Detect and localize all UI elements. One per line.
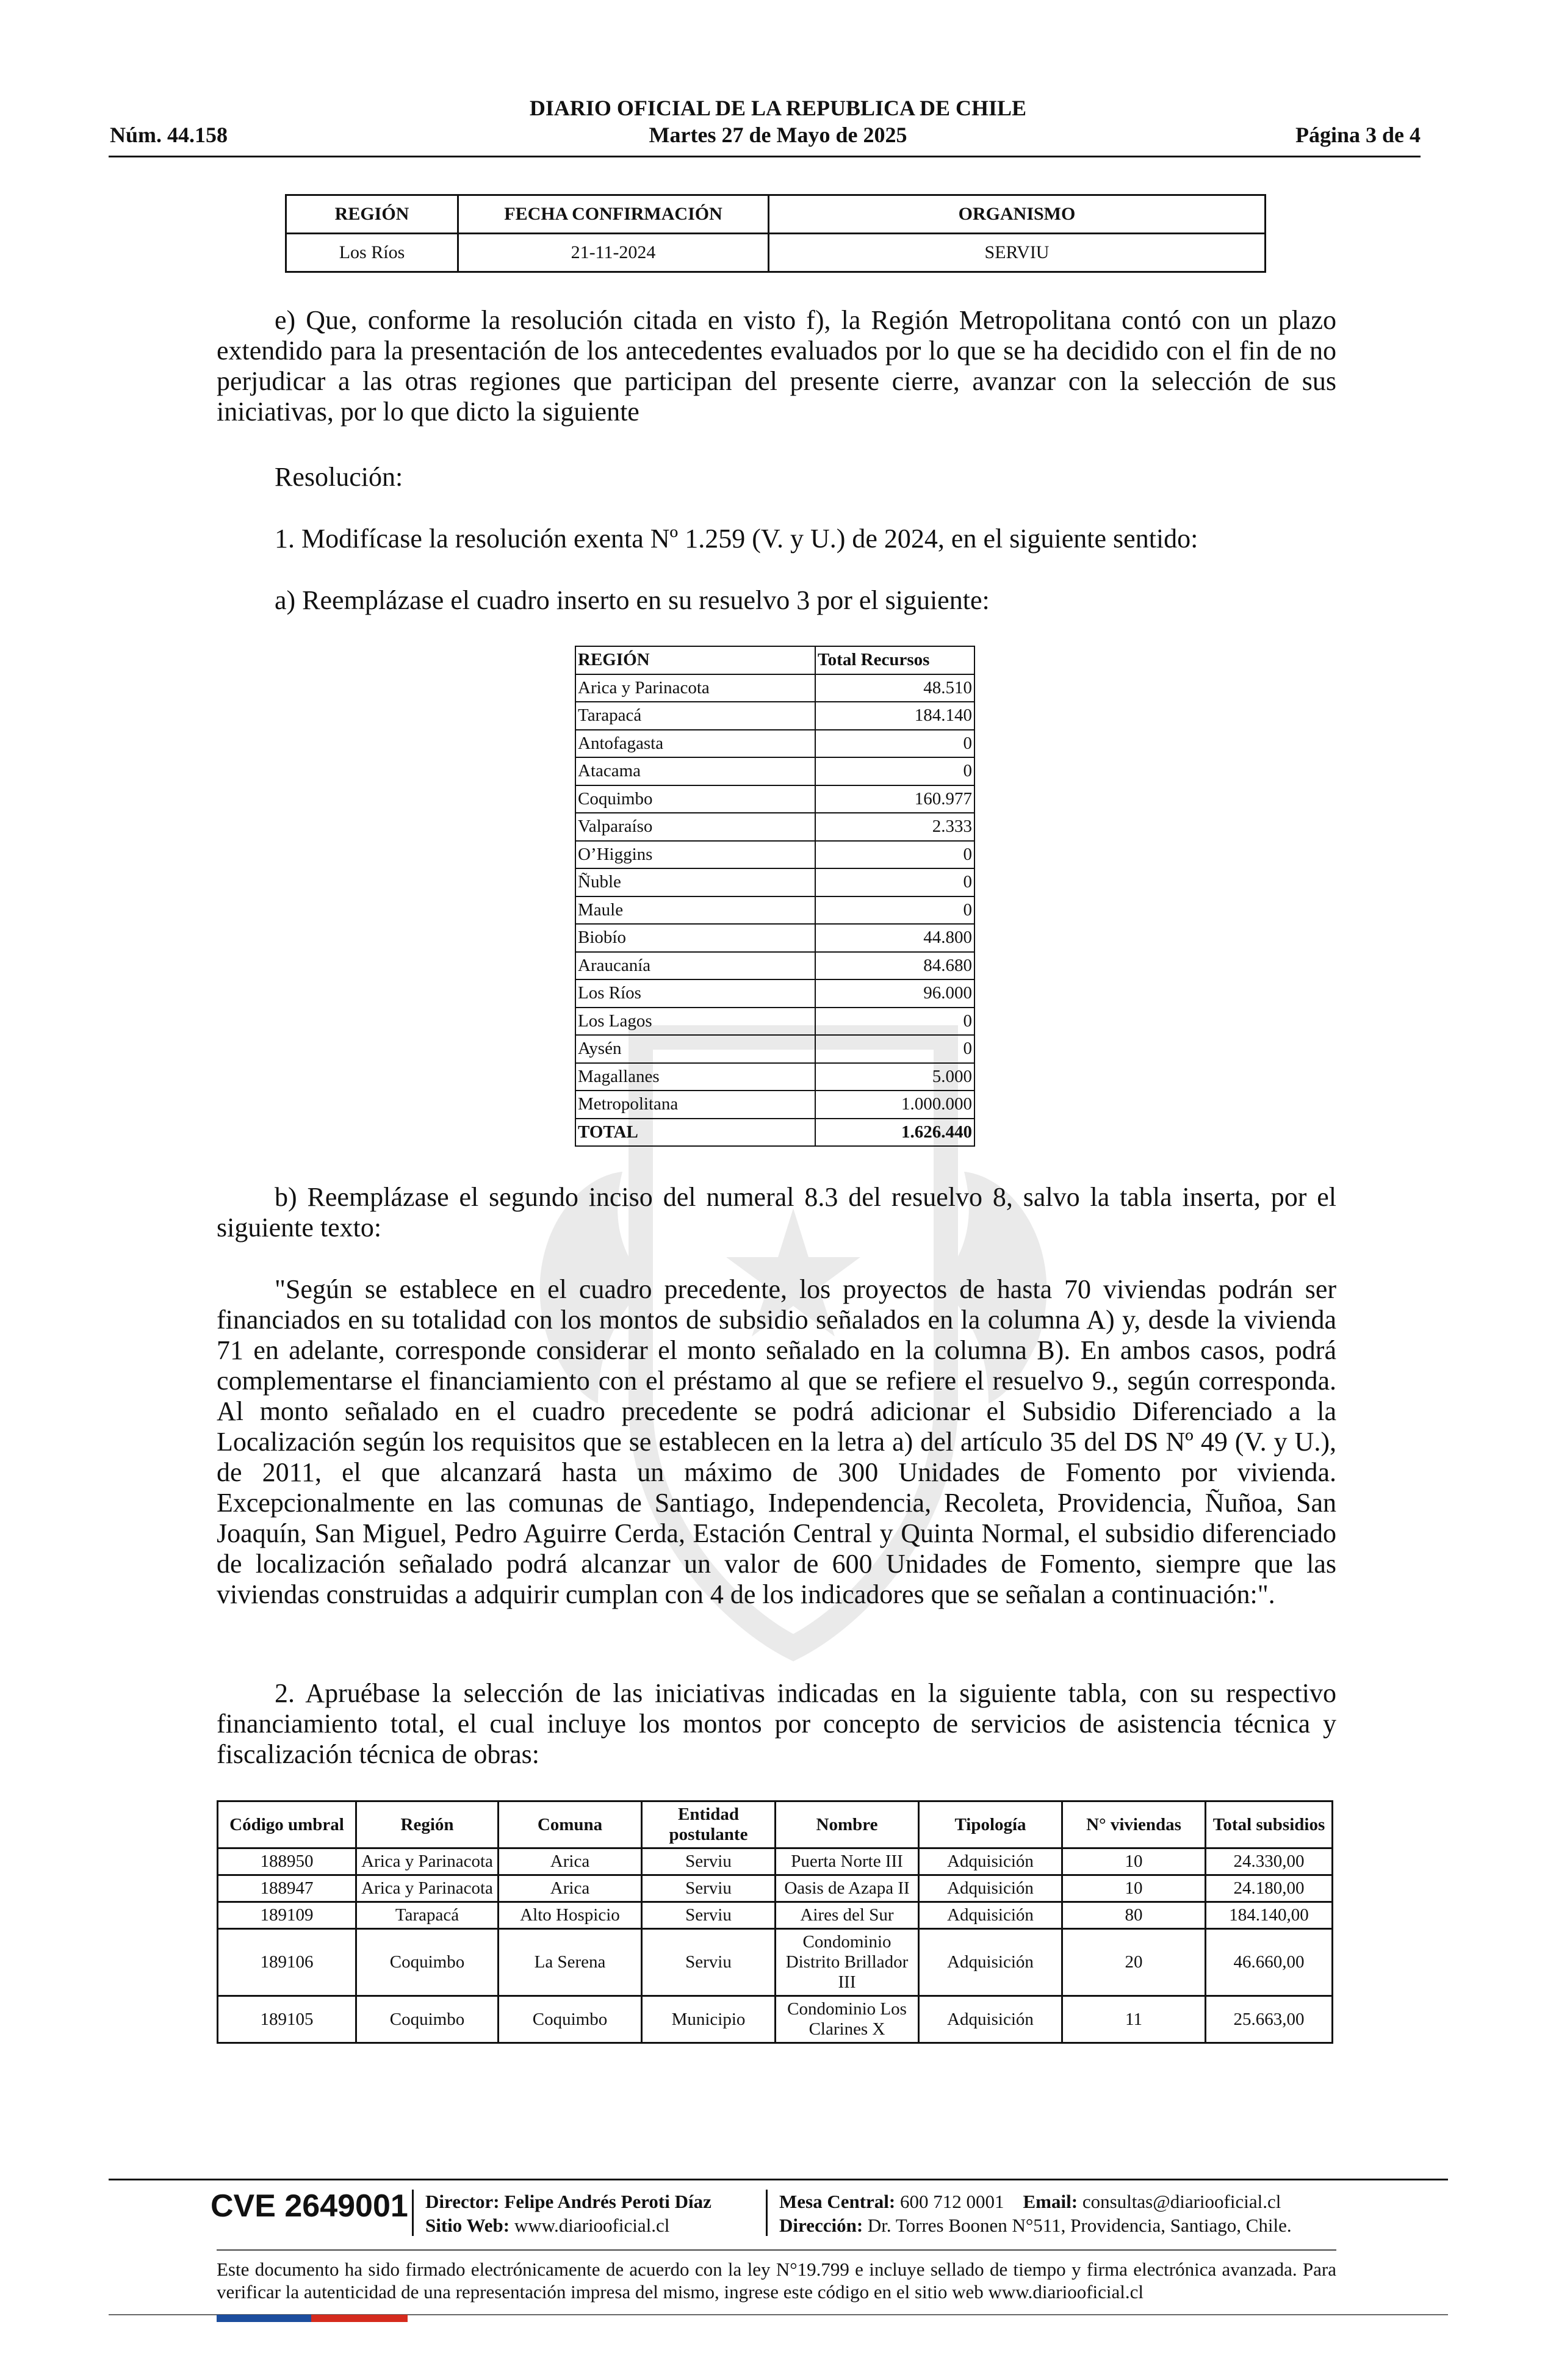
email-label: Email: <box>1023 2191 1078 2212</box>
footer-separator <box>766 2190 768 2236</box>
value-cell: 0 <box>815 1035 974 1063</box>
region-cell: Arica y Parinacota <box>575 674 815 702</box>
table-cell: Adquisición <box>919 1875 1062 1902</box>
value-cell: 160.977 <box>815 785 974 813</box>
table-header-row <box>575 646 974 674</box>
mesa-label: Mesa Central: <box>779 2191 896 2212</box>
total-value: 1.626.440 <box>815 1119 974 1147</box>
item-a <box>217 585 1336 616</box>
paragraph-text: e) Que, conforme la resolución citada en visto f), la Región Metropolitana contó con un plazo extendido para la presentación de los antecedentes evaluados por lo que se ha decidido con el fin de no perjudicar a las otras regiones que participan del presente cierre, avanzar con la selección de sus iniciativas, por lo que dicto la siguiente <box>217 305 1336 427</box>
issue-number: Núm. 44.158 <box>110 123 228 147</box>
table-cell: Arica y Parinacota <box>356 1848 499 1875</box>
region-cell: Valparaíso <box>575 813 815 841</box>
table-cell: 188947 <box>218 1875 356 1902</box>
item-b <box>217 1182 1336 1243</box>
table-cell: 189106 <box>218 1929 356 1996</box>
direccion-label: Dirección: <box>779 2215 863 2236</box>
table-cell: SERVIU <box>769 234 1266 272</box>
web-link[interactable]: www.diariooficial.cl <box>514 2215 670 2236</box>
table-cell: Serviu <box>642 1848 776 1875</box>
quoted-text <box>217 1274 1336 1610</box>
value-cell: 184.140 <box>815 702 974 730</box>
newspaper-title: DIARIO OFICIAL DE LA REPUBLICA DE CHILE <box>529 96 1027 120</box>
table-header-row <box>218 1801 1333 1848</box>
table-cell: Coquimbo <box>356 1929 499 1996</box>
value-cell: 5.000 <box>815 1063 974 1091</box>
table-cell: Arica <box>499 1848 642 1875</box>
table-cell: Serviu <box>642 1875 776 1902</box>
table-cell: Condominio Los Clarines X <box>776 1996 919 2043</box>
table-cell: Tarapacá <box>356 1902 499 1929</box>
value-cell: 2.333 <box>815 813 974 841</box>
table-header-cell: Comuna <box>499 1801 642 1848</box>
table-cell: Alto Hospicio <box>499 1902 642 1929</box>
table-row <box>575 730 974 758</box>
table-row <box>575 979 974 1008</box>
value-cell: 44.800 <box>815 924 974 952</box>
signature-note: Este documento ha sido firmado electrónicamente de acuerdo con la ley N°19.799 e incluye sellado de tiempo y firma electrónica avanzada. Para verificar la autenticidad de una representación impresa del mismo, ingrese este código en el sitio web www.diariooficial.cl <box>217 2259 1336 2302</box>
table-cell: Puerta Norte III <box>776 1848 919 1875</box>
table-header-cell: N° viviendas <box>1062 1801 1206 1848</box>
table-header-cell: REGIÓN <box>575 646 815 674</box>
footer-separator <box>412 2190 414 2236</box>
table-header-cell: Región <box>356 1801 499 1848</box>
table-header-cell: FECHA CONFIRMACIÓN <box>458 195 769 234</box>
table-row <box>218 1902 1333 1929</box>
item-2 <box>217 1678 1336 1770</box>
table-cell: 25.663,00 <box>1206 1996 1333 2043</box>
table-cell: Aires del Sur <box>776 1902 919 1929</box>
flag-stripe-red <box>311 2315 408 2322</box>
table-row <box>218 1929 1333 1996</box>
table-cell: Municipio <box>642 1996 776 2043</box>
value-cell: 0 <box>815 868 974 896</box>
total-label: TOTAL <box>575 1119 815 1147</box>
table-header-cell: Total Recursos <box>815 646 974 674</box>
table-cell: Serviu <box>642 1902 776 1929</box>
table-cell: Oasis de Azapa II <box>776 1875 919 1902</box>
table-row <box>575 757 974 785</box>
region-cell: Coquimbo <box>575 785 815 813</box>
region-cell: O’Higgins <box>575 841 815 869</box>
table-header-cell: Tipología <box>919 1801 1062 1848</box>
table-row <box>575 674 974 702</box>
header-divider <box>109 156 1421 157</box>
table-cell: Serviu <box>642 1929 776 1996</box>
table-header-cell: REGIÓN <box>286 195 458 234</box>
initiatives-table <box>217 1800 1333 2044</box>
footer-contact-block <box>779 2190 1292 2237</box>
table-cell: 189109 <box>218 1902 356 1929</box>
table-row <box>575 702 974 730</box>
item-1 <box>217 524 1336 554</box>
table-cell: 189105 <box>218 1996 356 2043</box>
table-cell: La Serena <box>499 1929 642 1996</box>
paragraph-text: b) Reemplázase el segundo inciso del numeral 8.3 del resuelvo 8, salvo la tabla inserta, por el siguiente texto: <box>217 1182 1336 1242</box>
heading-text: Resolución: <box>275 462 403 492</box>
table-row <box>218 1875 1333 1902</box>
table-cell: Coquimbo <box>356 1996 499 2043</box>
table-row <box>575 785 974 813</box>
table-row <box>575 1091 974 1119</box>
page-indicator: Página 3 de 4 <box>1295 123 1421 147</box>
region-cell: Biobío <box>575 924 815 952</box>
table-row <box>218 1996 1333 2043</box>
table-header-row <box>286 195 1266 234</box>
footer-director-block <box>425 2190 711 2237</box>
region-cell: Araucanía <box>575 952 815 980</box>
value-cell: 0 <box>815 757 974 785</box>
value-cell: 1.000.000 <box>815 1091 974 1119</box>
table-cell: Adquisición <box>919 1929 1062 1996</box>
value-cell: 96.000 <box>815 979 974 1008</box>
table-cell: 46.660,00 <box>1206 1929 1333 1996</box>
value-cell: 0 <box>815 1008 974 1036</box>
paragraph-text: "Según se establece en el cuadro precedente, los proyectos de hasta 70 viviendas podrán ser financiados en su totalidad con los montos de subsidio señalados en la columna A) y, desde la vivienda 71 en adelante, corresponde considerar el monto señalado en la columna B). En ambos casos, podrá complementarse el financiamiento con el préstamo al que se refiere el resuelvo 9., según corresponda. Al monto señalado en el cuadro precedente se podrá adicionar el Subsidio Diferenciado a la Localización según los requisitos que se establecen en la letra a) del artículo 35 del DS Nº 49 (V. y U.), de 2011, el que alcanzará hasta un máximo de 300 Unidades de Fomento por vivienda. Excepcionalmente en las comunas de Santiago, Independencia, Recoleta, Providencia, Ñuñoa, San Joaquín, San Miguel, Pedro Aguirre Cerda, Estación Central y Quinta Normal, el subsidio diferenciado de localización señalado podrá alcanzar un valor de 600 Unidades de Fomento, siempre que las viviendas construidas a adquirir cumplan con 4 de los indicadores que se señalan a continuación:". <box>217 1274 1336 1609</box>
value-cell: 0 <box>815 896 974 925</box>
table-row <box>575 1008 974 1036</box>
table-header-cell: ORGANISMO <box>769 195 1266 234</box>
flag-stripe-blue <box>217 2315 311 2322</box>
table-cell: 10 <box>1062 1848 1206 1875</box>
table-cell: Adquisición <box>919 1848 1062 1875</box>
footer-inner-divider <box>217 2249 1336 2251</box>
region-cell: Atacama <box>575 757 815 785</box>
table-cell: 11 <box>1062 1996 1206 2043</box>
value-cell: 0 <box>815 841 974 869</box>
table-cell: Los Ríos <box>286 234 458 272</box>
value-cell: 0 <box>815 730 974 758</box>
mesa-phone: 600 712 0001 <box>900 2191 1004 2212</box>
resources-table <box>575 646 975 1147</box>
table-header-cell: Entidad postulante <box>642 1801 776 1848</box>
table-row <box>575 952 974 980</box>
confirmation-table <box>285 194 1266 273</box>
table-row <box>286 234 1266 272</box>
region-cell: Los Ríos <box>575 979 815 1008</box>
table-cell: 24.330,00 <box>1206 1848 1333 1875</box>
table-cell: 10 <box>1062 1875 1206 1902</box>
table-header-cell: Nombre <box>776 1801 919 1848</box>
table-cell: Condominio Distrito Brillador III <box>776 1929 919 1996</box>
director-name: Felipe Andrés Peroti Díaz <box>504 2191 711 2212</box>
region-cell: Los Lagos <box>575 1008 815 1036</box>
table-row <box>575 1063 974 1091</box>
table-row <box>575 841 974 869</box>
paragraph-text: 1. Modifícase la resolución exenta Nº 1.259 (V. y U.) de 2024, en el siguiente sentido: <box>275 524 1198 554</box>
region-cell: Antofagasta <box>575 730 815 758</box>
table-cell: Adquisición <box>919 1902 1062 1929</box>
region-cell: Aysén <box>575 1035 815 1063</box>
table-row <box>218 1848 1333 1875</box>
value-cell: 84.680 <box>815 952 974 980</box>
paragraph-text: a) Reemplázase el cuadro inserto en su resuelvo 3 por el siguiente: <box>275 585 990 615</box>
region-cell: Tarapacá <box>575 702 815 730</box>
table-cell: 20 <box>1062 1929 1206 1996</box>
table-row <box>575 924 974 952</box>
table-cell: 188950 <box>218 1848 356 1875</box>
footer-divider <box>109 2179 1448 2180</box>
region-cell: Metropolitana <box>575 1091 815 1119</box>
region-cell: Magallanes <box>575 1063 815 1091</box>
paragraph-e <box>217 305 1336 427</box>
table-row <box>575 813 974 841</box>
director-label: Director: <box>425 2191 500 2212</box>
table-cell: 21-11-2024 <box>458 234 769 272</box>
table-cell: Adquisición <box>919 1996 1062 2043</box>
table-header-cell: Código umbral <box>218 1801 356 1848</box>
table-row <box>575 896 974 925</box>
region-cell: Maule <box>575 896 815 925</box>
direccion-text: Dr. Torres Boonen N°511, Providencia, Santiago, Chile. <box>867 2215 1292 2236</box>
table-header-cell: Total subsidios <box>1206 1801 1333 1848</box>
value-cell: 48.510 <box>815 674 974 702</box>
total-row <box>575 1119 974 1147</box>
web-label: Sitio Web: <box>425 2215 510 2236</box>
resolution-heading <box>217 462 1336 492</box>
table-row <box>575 868 974 896</box>
table-cell: 184.140,00 <box>1206 1902 1333 1929</box>
cve-code: CVE 2649001 <box>211 2188 408 2224</box>
table-cell: Arica y Parinacota <box>356 1875 499 1902</box>
region-cell: Ñuble <box>575 868 815 896</box>
table-row <box>575 1035 974 1063</box>
email-link[interactable]: consultas@diariooficial.cl <box>1082 2191 1281 2212</box>
table-cell: 80 <box>1062 1902 1206 1929</box>
table-cell: Arica <box>499 1875 642 1902</box>
issue-date: Martes 27 de Mayo de 2025 <box>649 123 907 147</box>
table-cell: Coquimbo <box>499 1996 642 2043</box>
paragraph-text: 2. Apruébase la selección de las iniciativas indicadas en la siguiente tabla, con su respectivo financiamiento total, el cual incluye los montos por concepto de servicios de asistencia técnica y fiscalización técnica de obras: <box>217 1678 1336 1769</box>
table-cell: 24.180,00 <box>1206 1875 1333 1902</box>
